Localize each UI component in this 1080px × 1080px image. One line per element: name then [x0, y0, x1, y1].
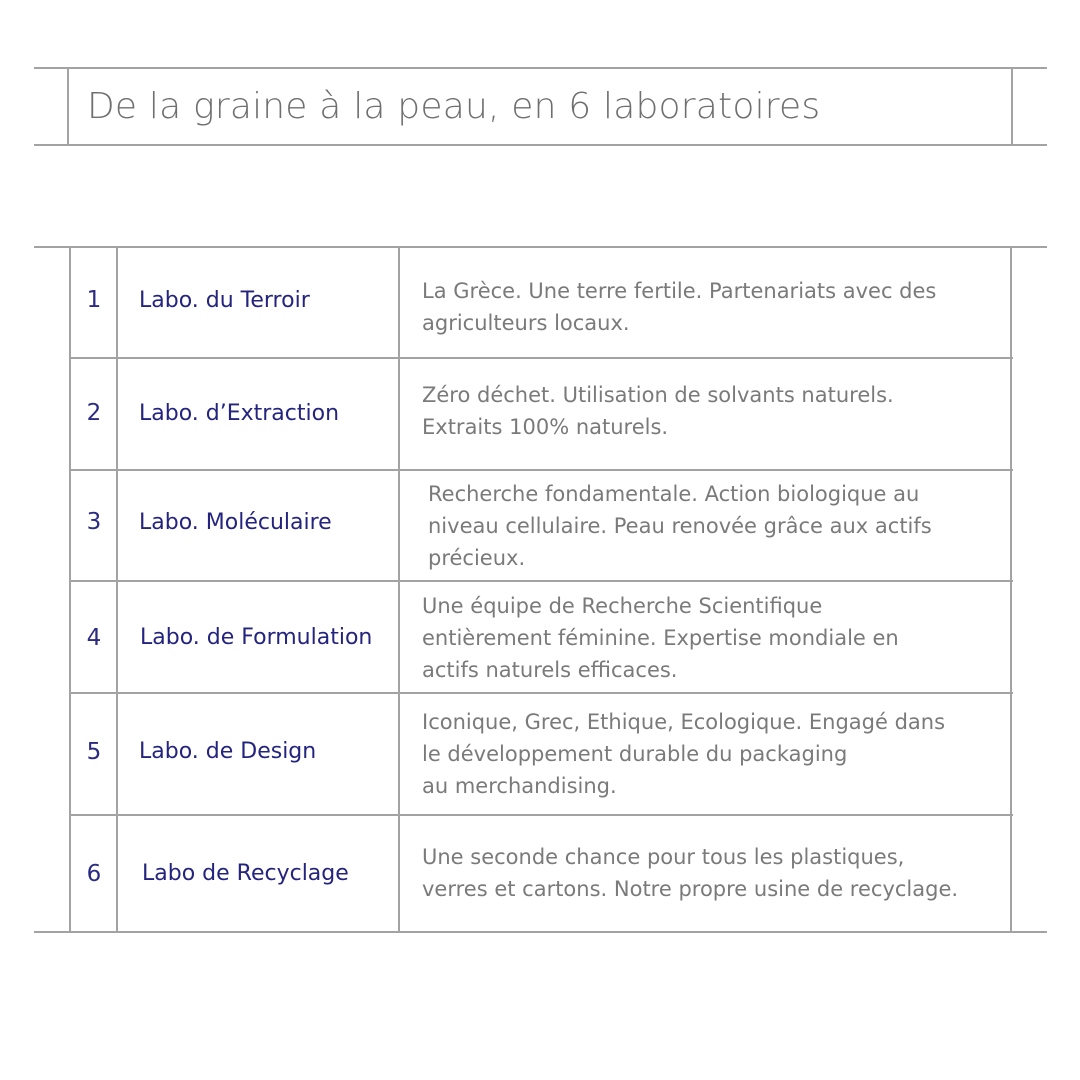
row-divider — [70, 357, 1013, 359]
header-bottom-border — [34, 144, 1047, 146]
lab-number: 1 — [86, 287, 102, 313]
header-right-divider — [1011, 67, 1013, 146]
lab-description: La Grèce. Une terre fertile. Partenariats avec des agriculteurs locaux. — [422, 279, 937, 335]
lab-number: 3 — [86, 509, 102, 535]
column-divider-name — [398, 246, 400, 933]
column-divider-left — [69, 246, 71, 933]
row-divider — [70, 469, 1013, 471]
lab-name: Labo de Recyclage — [142, 861, 349, 886]
lab-name: Labo. de Formulation — [140, 625, 373, 650]
row-divider — [70, 692, 1013, 694]
lab-number: 2 — [86, 400, 102, 426]
table-bottom-border — [34, 931, 1047, 933]
lab-description: Iconique, Grec, Ethique, Ecologique. Engagé dans le développement durable du packaging au merchandising. — [422, 710, 946, 798]
lab-description: Une seconde chance pour tous les plastiques, verres et cartons. Notre propre usine de recyclage. — [422, 845, 959, 901]
lab-description: Recherche fondamentale. Action biologique au niveau cellulaire. Peau renovée grâce aux actifs précieux. — [428, 482, 932, 570]
column-divider-number — [116, 246, 118, 933]
lab-description: Zéro déchet. Utilisation de solvants naturels. Extraits 100% naturels. — [422, 383, 894, 439]
lab-number: 6 — [86, 861, 102, 887]
page-title: De la graine à la peau, en 6 laboratoires — [87, 86, 821, 127]
lab-description: Une équipe de Recherche Scientifique entièrement féminine. Expertise mondiale en actifs naturels efficaces. — [422, 594, 899, 682]
lab-name: Labo. du Terroir — [139, 288, 310, 313]
row-divider — [70, 814, 1013, 816]
row-divider — [70, 580, 1013, 582]
column-divider-right — [1010, 246, 1012, 933]
header-left-divider — [67, 67, 69, 146]
lab-number: 4 — [86, 625, 102, 651]
lab-name: Labo. d’Extraction — [139, 401, 340, 426]
lab-name: Labo. Moléculaire — [139, 510, 332, 535]
lab-number: 5 — [86, 739, 102, 765]
lab-name: Labo. de Design — [139, 739, 317, 764]
header-top-border — [34, 67, 1047, 69]
table-top-border — [34, 246, 1047, 248]
